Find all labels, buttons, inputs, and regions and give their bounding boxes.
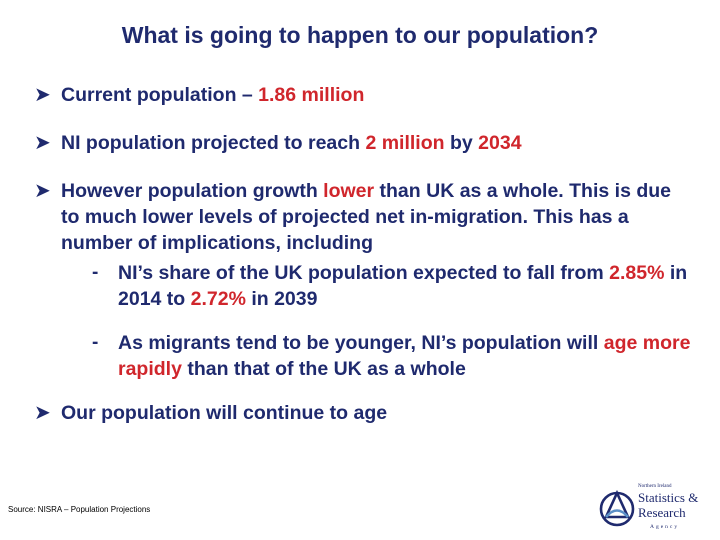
logo-small-text: Northern Ireland xyxy=(638,484,672,489)
sub-text: NI’s share of the UK population expected to fall from xyxy=(118,262,610,284)
bullet-text: by xyxy=(444,132,479,154)
logo-line2: Research xyxy=(638,505,686,520)
sub-text: As migrants tend to be younger, NI’s population will xyxy=(118,332,604,354)
highlight-value: lower xyxy=(323,180,375,202)
nisra-logo xyxy=(598,478,714,534)
bullet-text: However population growth xyxy=(61,180,324,202)
bullet-text: Current population – xyxy=(61,84,259,106)
highlight-value: 2.72% xyxy=(190,288,246,310)
bullet-ageing-population xyxy=(34,400,694,426)
triad-icon xyxy=(601,493,633,525)
sub-bullet-ageing xyxy=(92,330,694,382)
sub-text: than that of the UK as a whole xyxy=(181,358,466,380)
logo-line3: Agency xyxy=(650,524,680,530)
bullet-growth xyxy=(34,178,694,256)
sub-bullet-list xyxy=(92,260,694,382)
bullet-text: NI population projected to reach xyxy=(61,132,366,154)
bullet-text: than UK as a whole. This is due to much lower levels of projected net in-migration. This has a number of implications, including xyxy=(61,180,671,254)
arrow-bullet-icon: ➤ xyxy=(34,132,51,154)
source-note: Source: NISRA – Population Projections xyxy=(8,505,151,514)
highlight-value: age more rapidly xyxy=(118,332,691,380)
page-title: What is going to happen to our population? xyxy=(121,22,599,48)
highlight-value: 2 million xyxy=(365,132,445,154)
logo-line1: Statistics & xyxy=(638,490,699,505)
arrow-bullet-icon: ➤ xyxy=(34,84,51,106)
sub-bullet-uk-share xyxy=(92,260,694,312)
bullet-projection xyxy=(34,130,694,156)
bullet-list xyxy=(34,82,694,448)
highlight-value: 1.86 million xyxy=(258,84,365,106)
sub-text: in 2014 to xyxy=(118,262,688,310)
bullet-current-population xyxy=(34,82,694,108)
dash-bullet-icon: - xyxy=(92,332,99,353)
arrow-bullet-icon: ➤ xyxy=(34,180,51,202)
bullet-text: Our population will continue to age xyxy=(61,402,388,424)
dash-bullet-icon: - xyxy=(92,262,99,283)
sub-text: in 2039 xyxy=(245,288,318,310)
highlight-value: 2.85% xyxy=(609,262,665,284)
arrow-bullet-icon: ➤ xyxy=(34,402,51,424)
highlight-value: 2034 xyxy=(478,132,522,154)
